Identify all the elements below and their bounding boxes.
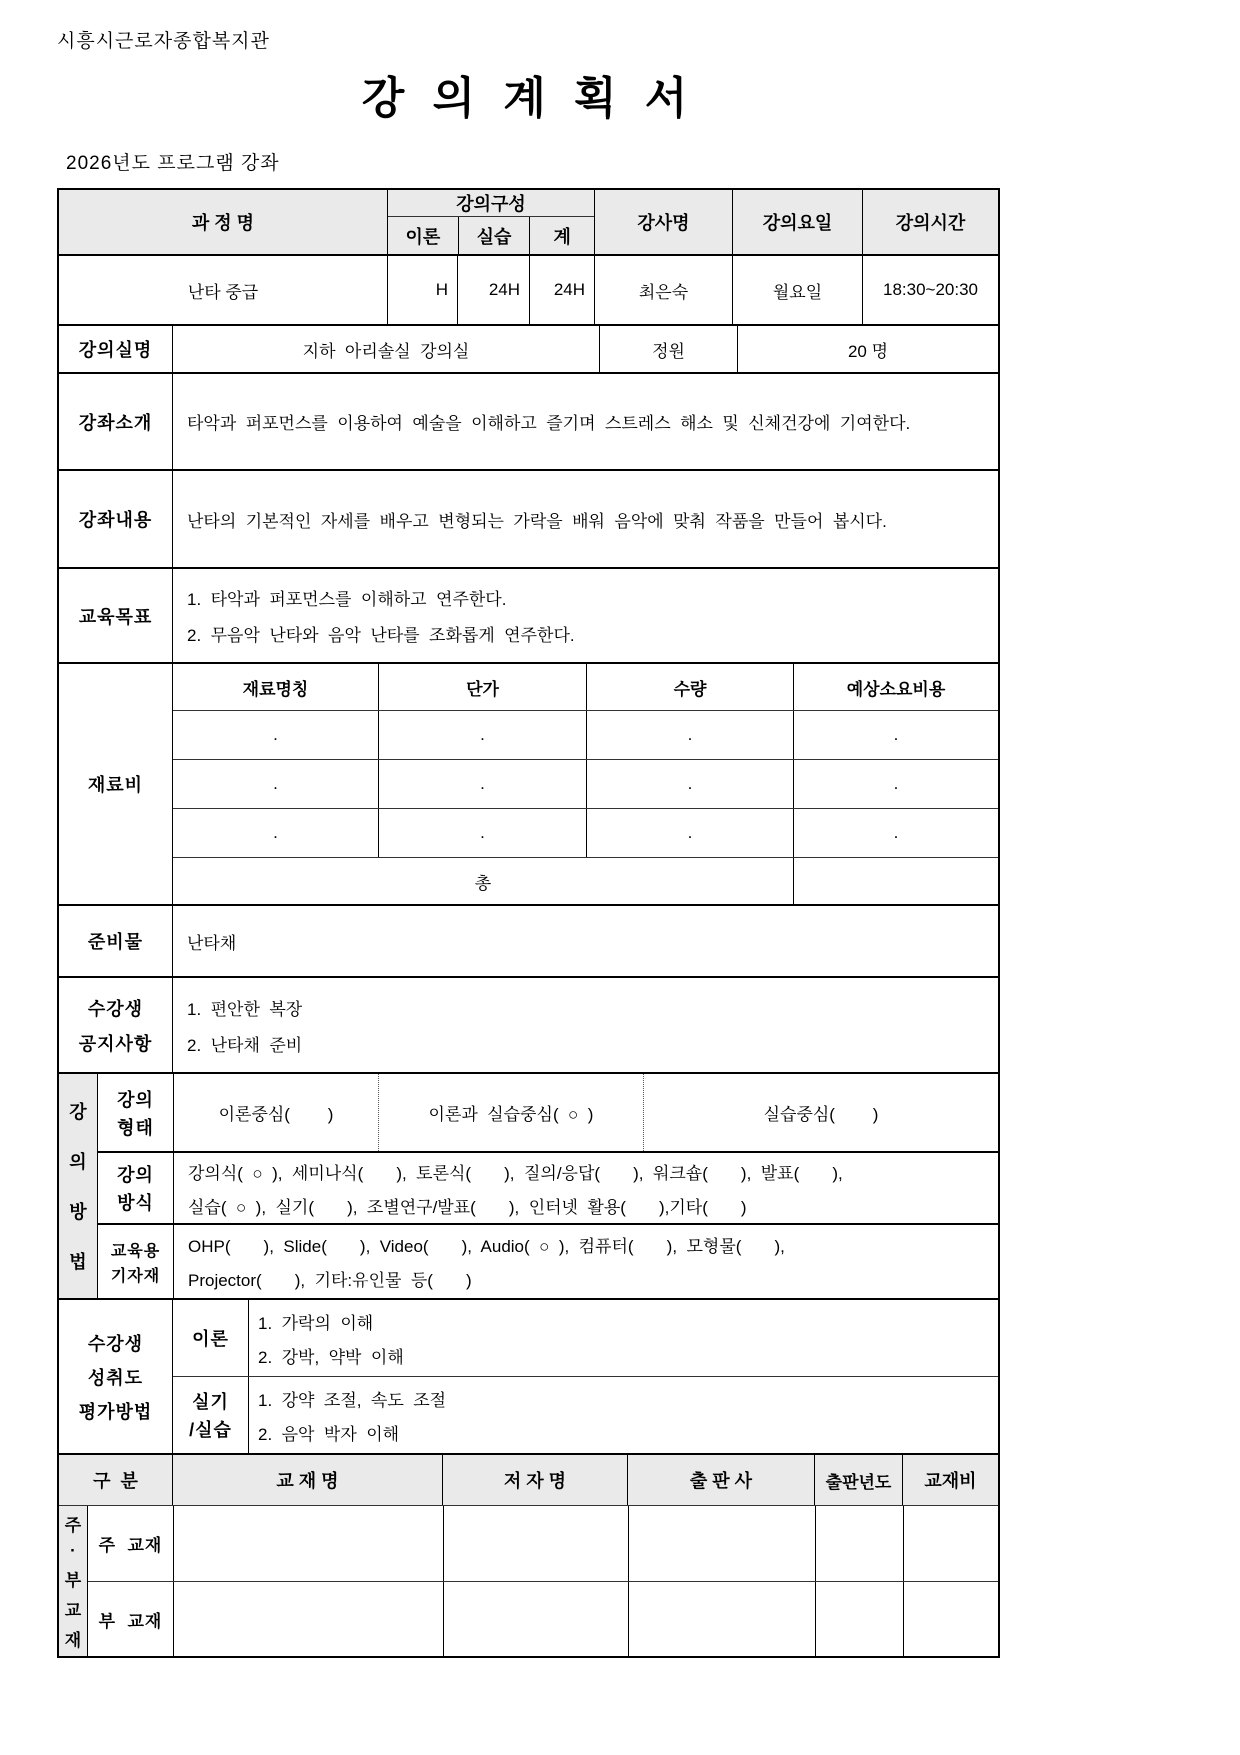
composition-header-group	[387, 190, 594, 254]
materials-total-label: 총	[474, 873, 492, 893]
total-hours-header: 계	[529, 217, 594, 254]
textbook-group-chars: 주 · 부 교 재	[64, 1516, 82, 1650]
textbook-row-group	[87, 1506, 998, 1656]
document-title: 강 의 계 획 서	[361, 74, 696, 123]
main-textbook-row	[88, 1506, 998, 1581]
room-label: 강의실명	[78, 340, 153, 360]
organization-name: 시흥시근로자종합복지관	[57, 31, 270, 52]
theory-hours-header: 이론	[388, 217, 458, 254]
sub-textbook-row	[88, 1581, 998, 1656]
format-option-theory-practice: 이론과 실습중심( ○ )	[378, 1074, 643, 1151]
student-notice-label-line1: 수강생	[87, 998, 144, 1019]
evaluation-practice-line1: 1. 강약 조절, 속도 조절	[258, 1390, 447, 1410]
objectives-row	[59, 567, 998, 662]
supplies-row	[59, 904, 998, 976]
course-intro-text: 타악과 퍼포먼스를 이용하여 예술을 이해하고 즐기며 스트레스 해소 및 신체건강에 기여한다.	[172, 374, 998, 469]
equipment-line-1: OHP( ), Slide( ), Video( ), Audio( ○ ), 컴퓨터( ), 모형물( ),	[188, 1237, 785, 1256]
theory-hours-value: H	[387, 256, 457, 324]
total-hours-value: 24H	[529, 256, 594, 324]
evaluation-practice-label: 실기 /실습	[189, 1392, 232, 1440]
equipment-row	[98, 1223, 998, 1298]
textbook-year-header: 출판년도	[814, 1455, 902, 1505]
practice-hours-value: 24H	[457, 256, 529, 324]
lecture-style-row	[98, 1151, 998, 1223]
practice-hours-header: 실습	[458, 217, 530, 254]
course-content-label: 강좌내용	[78, 510, 153, 530]
main-textbook-publisher-cell	[628, 1506, 815, 1581]
lecture-time-value: 18:30~20:30	[862, 256, 998, 324]
evaluation-theory-row	[173, 1300, 998, 1376]
material-cost-header: 예상소요비용	[793, 664, 998, 710]
lecture-plan-table	[57, 188, 1000, 1658]
composition-header: 강의구성	[388, 190, 594, 216]
material-row	[173, 759, 998, 808]
composition-subheader-row	[388, 216, 594, 254]
sub-textbook-price-cell	[903, 1582, 998, 1656]
main-textbook-price-cell	[903, 1506, 998, 1581]
objective-line-2: 2. 무음악 난타와 음악 난타를 조화롭게 연주한다.	[187, 626, 575, 645]
materials-total-value	[793, 858, 998, 904]
material-name-header: 재료명칭	[242, 679, 309, 699]
materials-block	[59, 662, 998, 904]
evaluation-theory-label: 이론	[192, 1329, 229, 1349]
lecture-style-label: 강의 방식	[117, 1165, 154, 1213]
evaluation-practice-row	[173, 1376, 998, 1453]
course-intro-label: 강좌소개	[78, 412, 153, 433]
evaluation-theory-line2: 2. 강박, 약박 이해	[258, 1347, 404, 1367]
evaluation-theory-line1: 1. 가락의 이해	[258, 1313, 374, 1333]
material-qty-cell: .	[586, 711, 793, 759]
room-row	[59, 324, 998, 372]
lecture-method-chars: 강 의 방 법	[69, 1102, 87, 1272]
lecture-format-row	[98, 1074, 998, 1151]
textbook-publisher-header: 출 판 사	[627, 1455, 814, 1505]
lecture-day-header: 강의요일	[732, 190, 862, 254]
notice-line-2: 2. 난타채 준비	[187, 1035, 303, 1055]
supplies-label: 준비물	[87, 932, 144, 952]
lecture-style-text	[173, 1153, 998, 1223]
textbook-group-vertical-label	[59, 1506, 87, 1656]
material-cost-cell: .	[793, 760, 998, 808]
evaluation-label: 수강생 성취도 평가방법	[78, 1333, 153, 1422]
sub-textbook-publisher-cell	[628, 1582, 815, 1656]
textbook-type-header: 구 분	[59, 1455, 172, 1505]
textbook-author-header: 저 자 명	[442, 1455, 627, 1505]
equipment-text	[173, 1225, 998, 1298]
material-price-cell: .	[378, 711, 586, 759]
material-cost-cell: .	[793, 809, 998, 857]
materials-label: 재료비	[87, 775, 144, 795]
course-name-value: 난타 중급	[187, 282, 259, 302]
material-qty-cell: .	[586, 760, 793, 808]
materials-table	[172, 664, 998, 904]
evaluation-practice-text	[248, 1377, 998, 1453]
main-textbook-label: 주 교재	[98, 1536, 163, 1555]
material-qty-cell: .	[586, 809, 793, 857]
sub-textbook-year-cell	[815, 1582, 903, 1656]
lecture-format-label: 강의 형태	[117, 1089, 154, 1138]
lecture-method-rows	[97, 1074, 998, 1298]
capacity-value: 20 명	[737, 326, 998, 372]
equipment-line-2: Projector( ), 기타:유인물 등( )	[188, 1271, 472, 1290]
materials-total-row	[173, 857, 998, 904]
notice-line-1: 1. 편안한 복장	[187, 999, 303, 1019]
course-data-row	[59, 254, 998, 324]
material-row	[173, 710, 998, 759]
material-qty-header: 수량	[586, 664, 793, 710]
student-notice-label	[59, 978, 172, 1072]
evaluation-practice-line2: 2. 음악 박자 이해	[258, 1424, 400, 1444]
lecture-method-block	[59, 1072, 998, 1298]
instructor-header: 강사명	[594, 190, 732, 254]
material-row	[173, 808, 998, 857]
materials-header-row	[173, 664, 998, 710]
material-name-cell: .	[273, 774, 278, 793]
course-content-text: 난타의 기본적인 자세를 배우고 변형되는 가락을 배워 음악에 맞춰 작품을 만들어 봅시다.	[172, 471, 998, 567]
course-header-block	[59, 190, 998, 254]
lecture-day-value: 월요일	[732, 256, 862, 324]
textbook-block	[59, 1453, 998, 1656]
textbook-name-header: 교 재 명	[172, 1455, 442, 1505]
format-option-practice: 실습중심( )	[643, 1074, 998, 1151]
capacity-label: 정원	[599, 326, 737, 372]
supplies-value: 난타채	[172, 906, 998, 976]
main-textbook-name-cell	[173, 1506, 443, 1581]
textbook-price-header: 교재비	[902, 1455, 998, 1505]
objectives-text	[172, 569, 998, 662]
objective-line-1: 1. 타악과 퍼포먼스를 이해하고 연주한다.	[187, 590, 507, 609]
main-textbook-author-cell	[443, 1506, 628, 1581]
format-option-theory: 이론중심( )	[173, 1074, 378, 1151]
course-intro-row	[59, 372, 998, 469]
sub-textbook-author-cell	[443, 1582, 628, 1656]
textbook-header-row	[59, 1455, 998, 1505]
lecture-time-header: 강의시간	[862, 190, 998, 254]
room-name-value: 지하 아리솔실 강의실	[172, 326, 599, 372]
student-notice-text	[172, 978, 998, 1072]
equipment-label: 교육용 기자재	[110, 1242, 161, 1285]
objectives-label: 교육목표	[78, 606, 153, 627]
instructor-value: 최은숙	[594, 256, 732, 324]
sub-textbook-label: 부 교재	[98, 1611, 163, 1631]
course-content-row	[59, 469, 998, 567]
material-name-cell: .	[273, 823, 278, 842]
student-notice-label-line2: 공지사항	[78, 1033, 153, 1054]
style-line-1: 강의식( ○ ), 세미나식( ), 토론식( ), 질의/응답( ), 워크숍( ), 발표( ),	[188, 1163, 843, 1183]
program-year-label: 2026년도 프로그램 강좌	[66, 153, 280, 174]
main-textbook-year-cell	[815, 1506, 903, 1581]
material-price-header: 단가	[378, 664, 586, 710]
lecture-method-vertical-label	[59, 1074, 97, 1298]
evaluation-theory-text	[248, 1300, 998, 1376]
student-notice-row	[59, 976, 998, 1072]
material-price-cell: .	[378, 760, 586, 808]
style-line-2: 실습( ○ ), 실기( ), 조별연구/발표( ), 인터넷 활용( ),기타( )	[188, 1197, 747, 1217]
material-price-cell: .	[378, 809, 586, 857]
material-cost-cell: .	[793, 711, 998, 759]
course-name-header: 과 정 명	[59, 190, 387, 254]
evaluation-block	[59, 1298, 998, 1453]
evaluation-rows	[172, 1300, 998, 1453]
sub-textbook-name-cell	[173, 1582, 443, 1656]
material-name-cell: .	[273, 725, 278, 744]
textbook-rows	[59, 1505, 998, 1656]
